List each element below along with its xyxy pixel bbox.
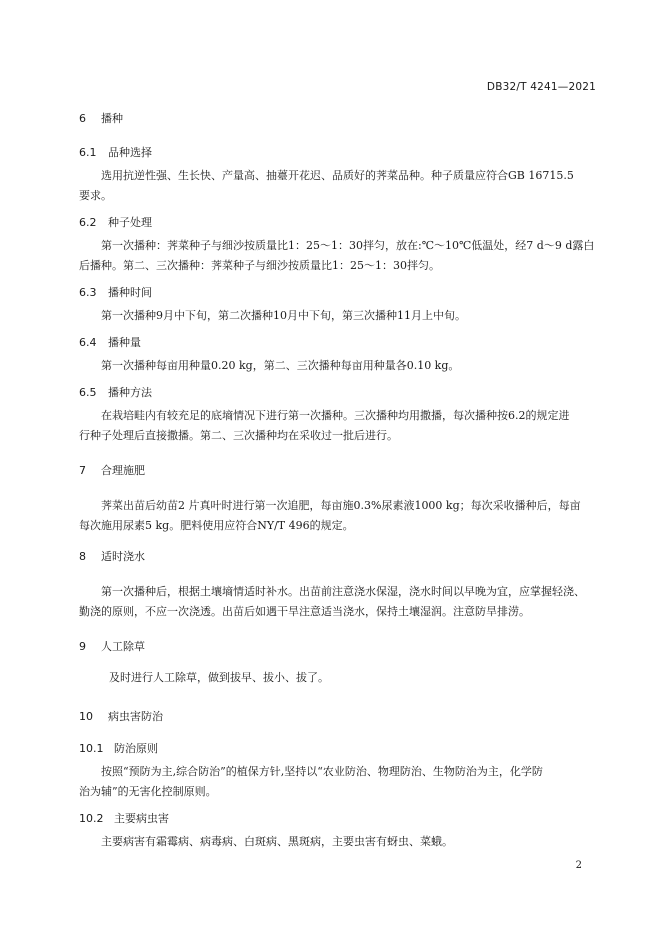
- section-6-heading: [79, 110, 123, 126]
- section-title: 适时浇水: [101, 550, 145, 563]
- section-title: 播种方法: [108, 386, 152, 399]
- section-9-heading: [79, 638, 145, 654]
- section-number: 6.5: [79, 386, 97, 399]
- page-number: 2: [575, 860, 582, 871]
- section-title: 防治原则: [114, 742, 158, 755]
- paragraph-line: 行种子处理后直接撒播。第二、三次播种均在采收过一批后进行。: [79, 429, 398, 442]
- section-title: 品种选择: [108, 146, 152, 159]
- section-title: 播种时间: [108, 286, 152, 299]
- section-7-heading: [79, 462, 145, 478]
- paragraph-line: 要求。: [79, 189, 112, 202]
- paragraph-line: 第一次播种：荠菜种子与细沙按质量比1：25～1：30拌匀，放在:℃～10℃低温处，经7 d～9 d露白: [101, 239, 595, 252]
- paragraph-6-1: [79, 166, 601, 206]
- section-10-1-heading: [79, 740, 158, 756]
- paragraph-10-2: [79, 832, 601, 852]
- section-6-3-heading: [79, 284, 152, 300]
- paragraph-6-4: [79, 356, 601, 376]
- paragraph-line: 后播种。第二、三次播种：荠菜种子与细沙按质量比1：25～1：30拌匀。: [79, 259, 440, 272]
- section-title: 人工除草: [101, 640, 145, 653]
- section-title: 种子处理: [108, 216, 152, 229]
- section-number: 6.1: [79, 146, 97, 159]
- paragraph-6-2: [79, 236, 601, 276]
- section-title: 播种: [101, 112, 123, 125]
- paragraph-6-5: [79, 406, 601, 446]
- paragraph-line: 按照“预防为主,综合防治”的植保方针,坚持以“农业防治、物理防治、生物防治为主，化学防: [101, 765, 543, 778]
- paragraph-line: 选用抗逆性强、生长快、产量高、抽薹开花迟、品质好的荠菜品种。种子质量应符合GB 16715.5: [101, 169, 574, 182]
- section-10-2-heading: [79, 810, 169, 826]
- section-number: 6: [79, 112, 86, 125]
- section-6-1-heading: [79, 144, 152, 160]
- section-number: 8: [79, 550, 86, 563]
- paragraph-line: 荠菜出苗后幼苗2 片真叶时进行第一次追肥，每亩施0.3%尿素液1000 kg；每次采收播种后，每亩: [101, 499, 581, 512]
- section-6-2-heading: [79, 214, 152, 230]
- section-title: 病虫害防治: [108, 710, 163, 723]
- section-number: 6.4: [79, 336, 97, 349]
- paragraph-line: 及时进行人工除草，做到拔早、拔小、拔了。: [109, 671, 329, 684]
- paragraph-7: [79, 496, 601, 536]
- section-number: 9: [79, 640, 86, 653]
- paragraph-6-3: [79, 306, 601, 326]
- paragraph-8: [79, 582, 601, 622]
- paragraph-line: 主要病害有霜霉病、病毒病、白斑病、黑斑病，主要虫害有蚜虫、菜蛾。: [101, 835, 453, 848]
- section-title: 合理施肥: [101, 464, 145, 477]
- standard-code: DB32/T 4241—2021: [486, 81, 596, 93]
- paragraph-line: 在栽培畦内有较充足的底墒情况下进行第一次播种。三次播种均用撒播，每次播种按6.2的规定进: [101, 409, 570, 422]
- section-8-heading: [79, 548, 145, 564]
- section-number: 6.3: [79, 286, 97, 299]
- section-title: 播种量: [108, 336, 141, 349]
- section-number: 10: [79, 710, 93, 723]
- section-10-heading: [79, 708, 163, 724]
- section-number: 10.1: [79, 742, 104, 755]
- section-number: 7: [79, 464, 86, 477]
- paragraph-9: [79, 668, 601, 688]
- paragraph-line: 治为辅”的无害化控制原则。: [79, 785, 217, 798]
- paragraph-line: 勤浇的原则，不应一次浇透。出苗后如遇干旱注意适当浇水，保持土壤湿润。注意防旱排涝。: [79, 605, 530, 618]
- section-6-4-heading: [79, 334, 141, 350]
- section-6-5-heading: [79, 384, 152, 400]
- paragraph-10-1: [79, 762, 601, 802]
- section-number: 6.2: [79, 216, 97, 229]
- section-number: 10.2: [79, 812, 104, 825]
- paragraph-line: 第一次播种每亩用种量0.20 kg，第二、三次播种每亩用种量各0.10 kg。: [101, 359, 460, 372]
- paragraph-line: 第一次播种9月中下旬，第二次播种10月中下旬，第三次播种11月上中旬。: [101, 309, 466, 322]
- section-title: 主要病虫害: [114, 812, 169, 825]
- paragraph-line: 第一次播种后，根据土壤墒情适时补水。出苗前注意浇水保湿，浇水时间以早晚为宜，应掌握轻浇、: [101, 585, 585, 598]
- paragraph-line: 每次施用尿素5 kg。肥料使用应符合NY/T 496的规定。: [79, 519, 354, 532]
